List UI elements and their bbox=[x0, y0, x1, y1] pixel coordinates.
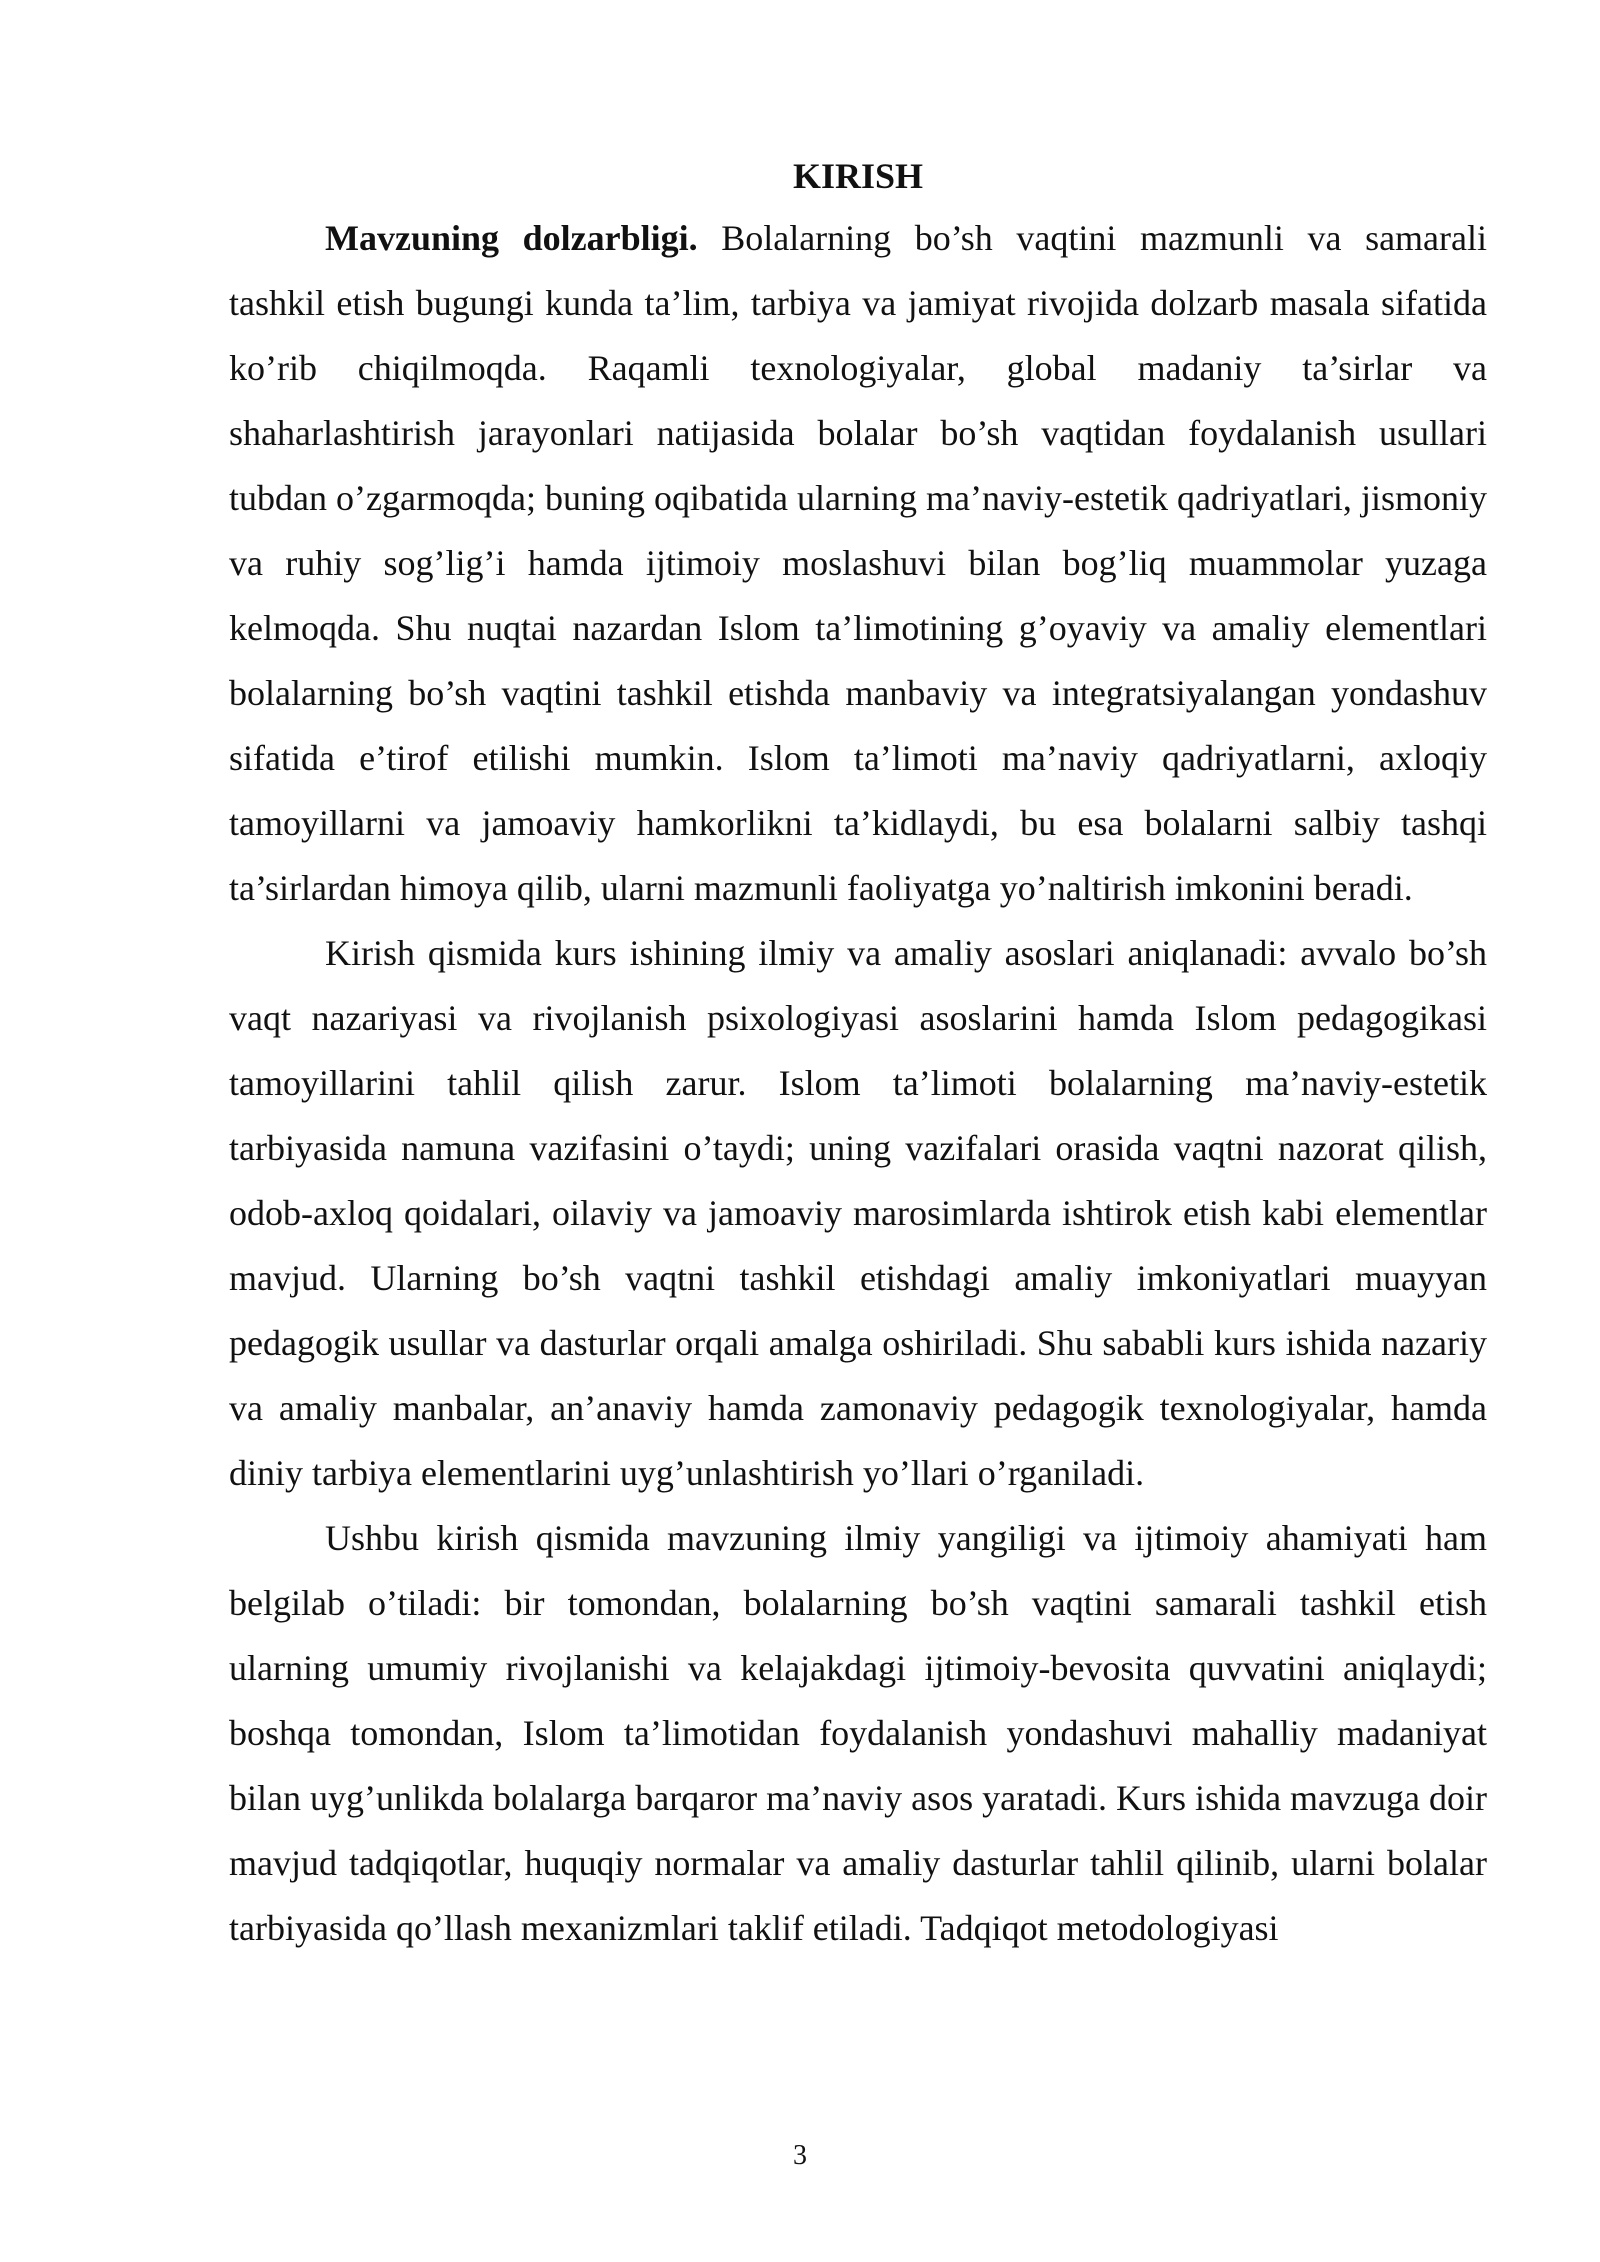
paragraph-novelty: Ushbu kirish qismida mavzuning ilmiy yangiligi va ijtimoiy ahamiyati ham belgilab o’tiladi: bir tomondan, bolalarning bo’sh vaqtini samarali tashkil etish ularning umumiy rivojlanishi va kelajakdagi ijtimoiy-bevosita quvvatini aniqlaydi; boshqa tomondan, Islom ta’limotidan foydalanish yondashuvi mahalliy madaniyat bilan uyg’unlikda bolalarga barqaror ma’naviy asos yaratadi. Kurs ishida mavzuga doir mavjud tadqiqotlar, huquqiy normalar va amaliy dasturlar tahlil qilinib, ularni bolalar tarbiyasida qo’llash mexanizmlari taklif etiladi. Tadqiqot metodologiyasi bbox=[229, 1518, 1487, 1948]
paragraph-text: Bolalarning bo’sh vaqtini mazmunli va samarali tashkil etish bugungi kunda ta’lim, tarbiya va jamiyat rivojida dolzarb masala sifatida ko’rib chiqilmoqda. Raqamli texnologiyalar, global madaniy ta’sirlar va shaharlashtirish jarayonlari natijasida bolalar bo’sh vaqtidan foydalanish usullari tubdan o’zgarmoqda; buning oqibatida ularning ma’naviy-estetik qadriyatlari, jismoniy va ruhiy sog’lig’i hamda ijtimoiy moslashuvi bilan bog’liq muammolar yuzaga kelmoqda. Shu nuqtai nazardan Islom ta’limotining g’oyaviy va amaliy elementlari bolalarning bo’sh vaqtini tashkil etishda manbaviy va integratsiyalangan yondashuv sifatida e’tirof etilishi mumkin. Islom ta’limoti ma’naviy qadriyatlarni, axloqiy tamoyillarni va jamoaviy hamkorlikni ta’kidlaydi, bu esa bolalarni salbiy tashqi ta’sirlardan himoya qilib, ularni mazmunli faoliyatga yo’naltirish imkonini beradi. bbox=[229, 218, 1488, 908]
paragraph-foundations: Kirish qismida kurs ishining ilmiy va amaliy asoslari aniqlanadi: avvalo bo’sh vaqt nazariyasi va rivojlanish psixologiyasi asoslarini hamda Islom pedagogikasi tamoyillarini tahlil qilish zarur. Islom ta’limoti bolalarning ma’naviy-estetik tarbiyasida namuna vazifasini o’taydi; uning vazifalari orasida vaqtni nazorat qilish, odob-axloq qoidalari, oilaviy va jamoaviy marosimlarda ishtirok etish kabi elementlar mavjud. Ularning bo’sh vaqtni tashkil etishdagi amaliy imkoniyatlari muayyan pedagogik usullar va dasturlar orqali amalga oshiriladi. Shu sababli kurs ishida nazariy va amaliy manbalar, an’anaviy hamda zamonaviy pedagogik texnologiyalar, hamda diniy tarbiya elementlarini uyg’unlashtirish yo’llari o’rganiladi. bbox=[229, 933, 1487, 1493]
section-heading: KIRISH bbox=[792, 156, 924, 196]
paragraph-relevance bbox=[229, 206, 1487, 921]
page-number: 3 bbox=[793, 2140, 807, 2171]
paragraph-lead: Mavzuning dolzarbligi. bbox=[325, 218, 698, 258]
page-content bbox=[229, 146, 1487, 1961]
